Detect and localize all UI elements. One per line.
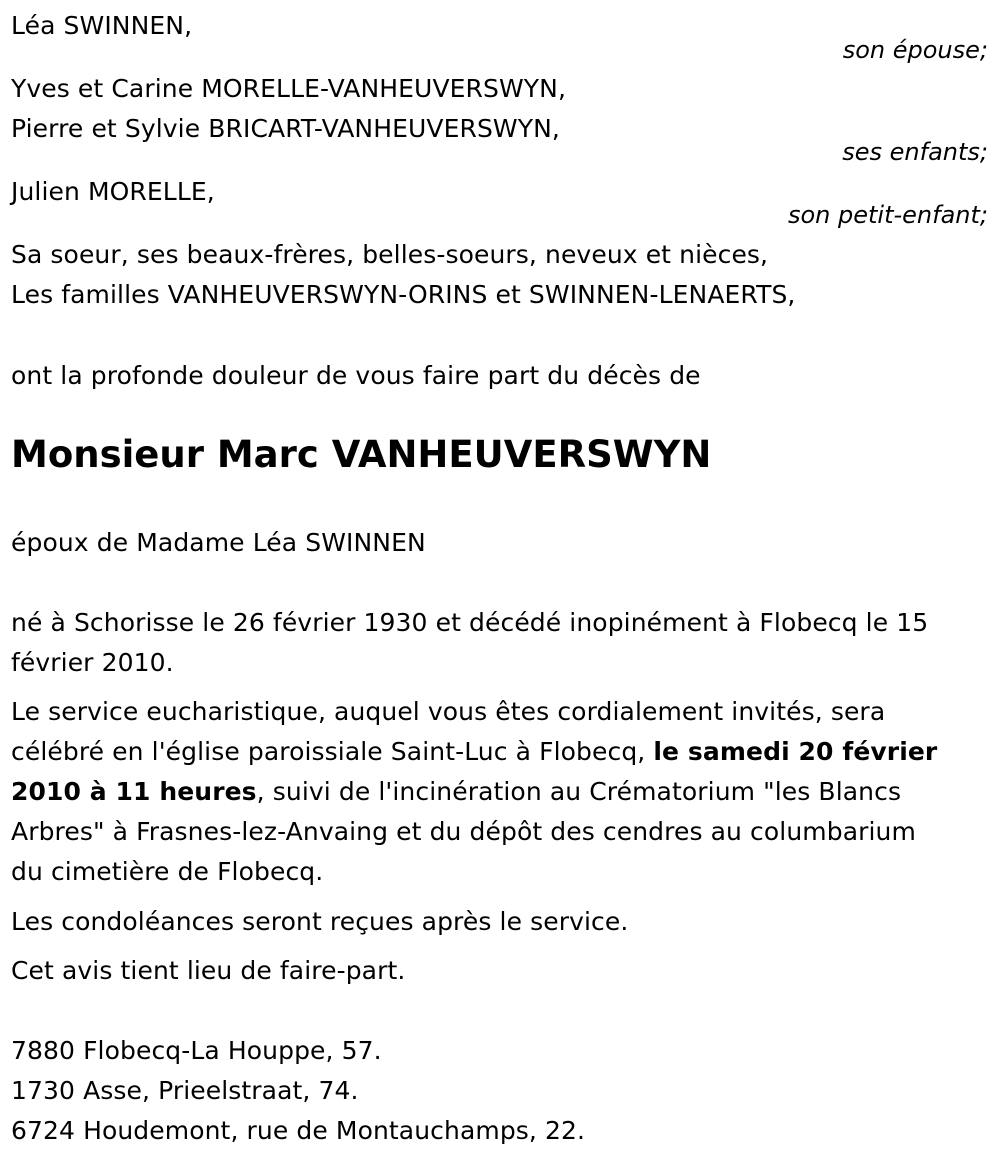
service-line-2-text: célébré en l'église paroissiale Saint-Luc à Flobecq, — [11, 737, 654, 766]
families-line: Les familles VANHEUVERSWYN-ORINS et SWINNEN-LENAERTS, — [11, 280, 796, 309]
birth-death-line-1: né à Schorisse le 26 février 1930 et décédé inopinément à Flobecq le 15 — [11, 608, 929, 637]
service-time: 2010 à 11 heures — [11, 777, 257, 806]
service-line-3-text: , suivi de l'incinération au Crématorium "les Blancs — [256, 777, 902, 806]
address-1: 7880 Flobecq-La Houppe, 57. — [11, 1036, 382, 1065]
grandchild-name: Julien MORELLE, — [11, 177, 215, 206]
children-role: ses enfants; — [842, 138, 988, 166]
child-2: Pierre et Sylvie BRICART-VANHEUVERSWYN, — [11, 114, 560, 143]
service-line-4: Arbres" à Frasnes-lez-Anvaing et du dépôt des cendres au columbarium — [11, 817, 916, 846]
spouse-role: son épouse; — [842, 36, 988, 64]
child-1: Yves et Carine MORELLE-VANHEUVERSWYN, — [11, 74, 567, 103]
address-3: 6724 Houdemont, rue de Montauchamps, 22. — [11, 1116, 586, 1145]
notice-line: Cet avis tient lieu de faire-part. — [11, 956, 406, 985]
birth-death-line-2: février 2010. — [11, 648, 174, 677]
service-line-5: du cimetière de Flobecq. — [11, 857, 324, 886]
deceased-name: Monsieur Marc VANHEUVERSWYN — [11, 433, 712, 476]
spouse-name: Léa SWINNEN, — [11, 11, 193, 40]
service-line-2 — [11, 732, 937, 772]
spouse-of-line: époux de Madame Léa SWINNEN — [11, 528, 426, 557]
condolences-line: Les condoléances seront reçues après le service. — [11, 907, 629, 936]
service-line-3 — [11, 772, 901, 812]
service-date: le samedi 20 février — [653, 737, 938, 766]
service-line-1: Le service eucharistique, auquel vous êtes cordialement invités, sera — [11, 697, 886, 726]
relatives-line: Sa soeur, ses beaux-frères, belles-soeurs, neveux et nièces, — [11, 240, 769, 269]
grandchild-role: son petit-enfant; — [787, 201, 988, 229]
announcement-line: ont la profonde douleur de vous faire part du décès de — [11, 361, 701, 390]
address-2: 1730 Asse, Prieelstraat, 74. — [11, 1076, 359, 1105]
